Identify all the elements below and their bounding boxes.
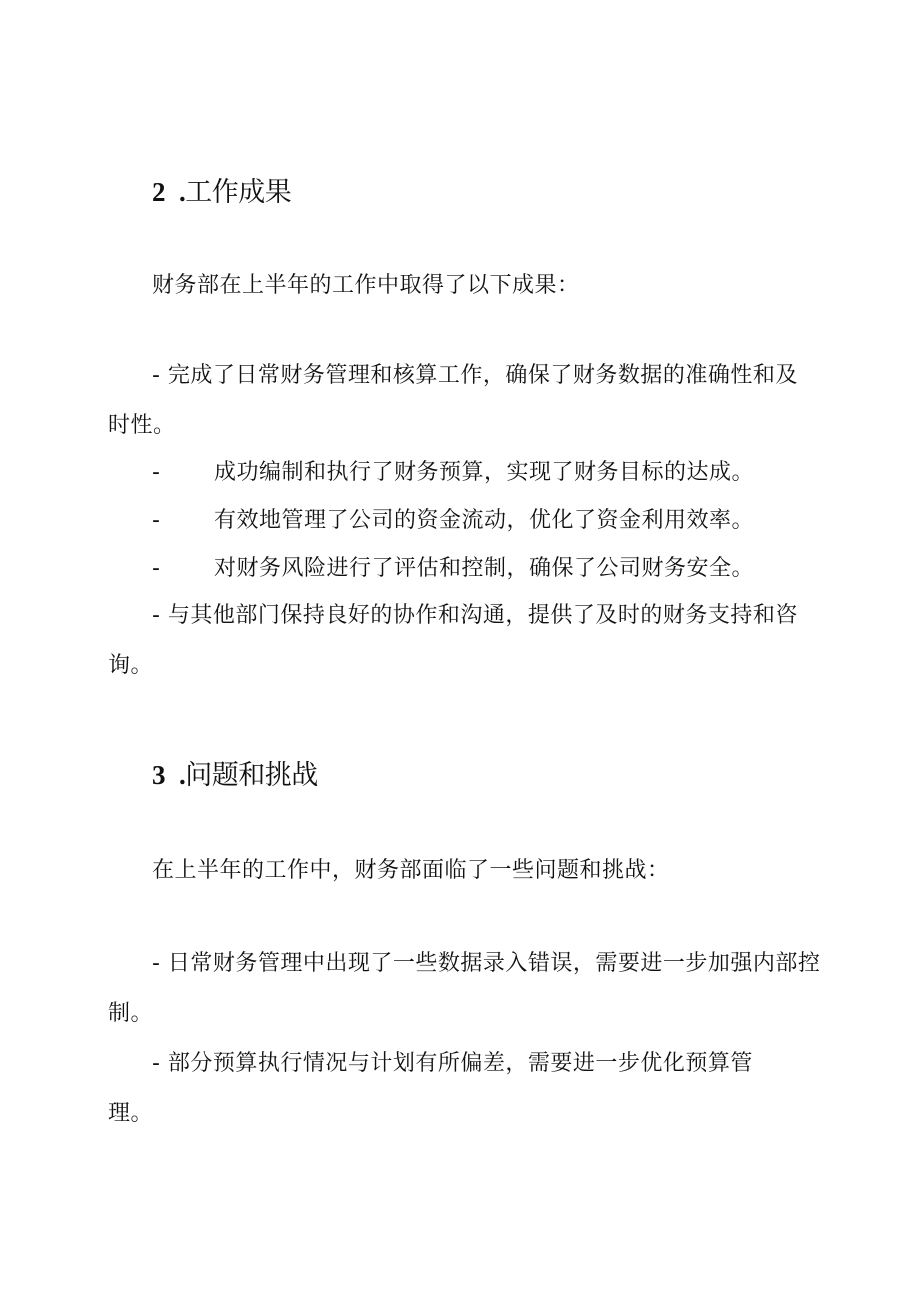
section-2-intro: 财务部在上半年的工作中取得了以下成果： xyxy=(152,273,580,298)
section-2-number: 2 xyxy=(152,177,165,207)
section-2-title: 工作成果 xyxy=(185,177,292,208)
section-3-title: 问题和挑战 xyxy=(185,760,318,791)
section-3-intro: 在上半年的工作中，财务部面临了一些问题和挑战： xyxy=(152,858,670,883)
section-2-item-3-dash: - xyxy=(152,508,161,533)
section-3-number: 3 xyxy=(152,760,165,790)
section-2-item-3-text: 有效地管理了公司的资金流动，优化了资金利用效率。 xyxy=(214,508,755,533)
section-2-item-2-text: 成功编制和执行了财务预算，实现了财务目标的达成。 xyxy=(214,460,755,485)
section-2-item-1: - 完成了日常财务管理和核算工作，确保了财务数据的准确性和及时性。 xyxy=(108,363,798,438)
section-2-item-4-dash: - xyxy=(152,556,161,581)
section-2-heading xyxy=(152,175,291,210)
section-2-item-3 xyxy=(152,504,754,538)
section-2-item-2 xyxy=(152,456,754,490)
section-2-dot: . xyxy=(179,177,186,207)
section-3-dot: . xyxy=(179,760,186,790)
section-3-heading xyxy=(152,758,318,793)
section-3-item-1: - 日常财务管理中出现了一些数据录入错误，需要进一步加强内部控制。 xyxy=(108,951,821,1026)
section-2-item-4-text: 对财务风险进行了评估和控制，确保了公司财务安全。 xyxy=(214,556,755,581)
section-3-item-2: - 部分预算执行情况与计划有所偏差，需要进一步优化预算管理。 xyxy=(108,1051,753,1126)
section-2-item-2-dash: - xyxy=(152,460,161,485)
section-2-item-4 xyxy=(152,552,754,586)
section-2-item-5: - 与其他部门保持良好的协作和沟通，提供了及时的财务支持和咨询。 xyxy=(108,603,798,678)
